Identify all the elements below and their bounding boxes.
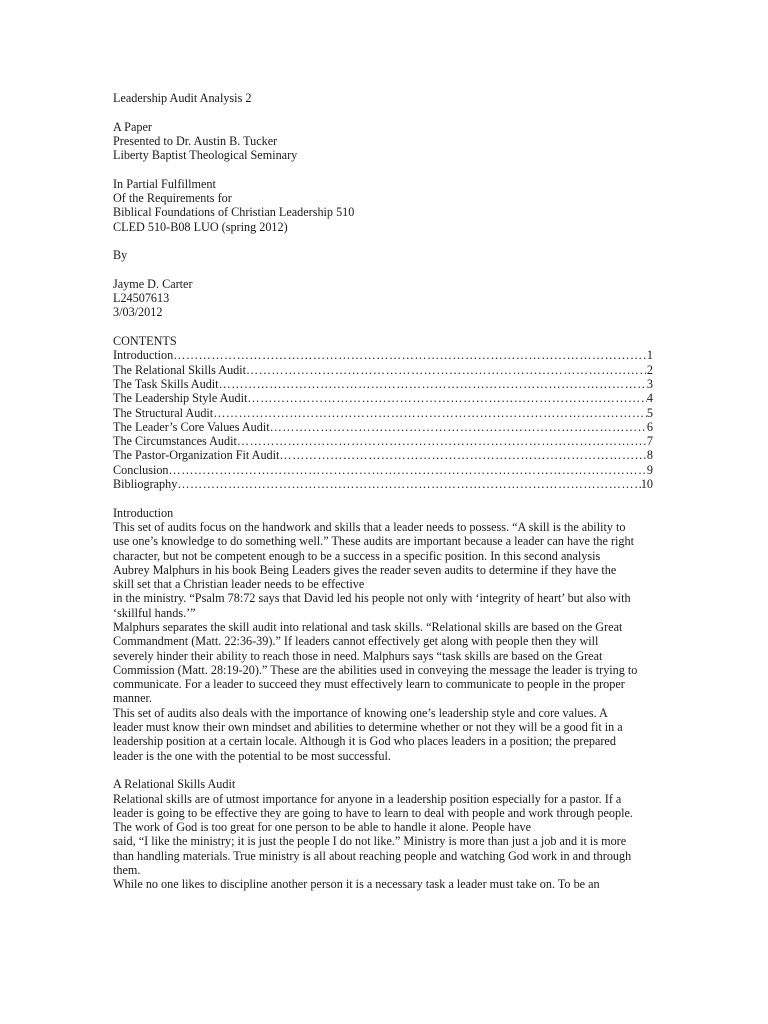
toc-leader-dots: [219, 377, 647, 391]
toc-leader-dots: [173, 348, 647, 362]
toc-item: The Leader’s Core Values Audit ……………………………………………………………………………………………………………………………………………………… 6: [113, 420, 653, 434]
toc-item: Introduction ……………………………………………………………………………………………………………………………………………………… 1: [113, 348, 653, 362]
toc-item: Conclusion ……………………………………………………………………………………………………………………………………………………… 9: [113, 463, 653, 477]
fulfillment-line: Biblical Foundations of Christian Leadership 510: [113, 205, 355, 220]
relational-paragraph: While no one likes to discipline another person it is a necessary task a leader must take on. To be an: [113, 877, 600, 892]
fulfillment-line: CLED 510-B08 LUO (spring 2012): [113, 219, 288, 234]
fulfillment-line: In Partial Fulfillment: [113, 176, 216, 191]
toc-leader-dots: [247, 391, 647, 405]
by-line: By: [113, 248, 128, 263]
relational-heading: A Relational Skills Audit: [113, 777, 236, 792]
toc-item: The Pastor-Organization Fit Audit ……………………………………………………………………………………………………………………………………………………… 8: [113, 448, 653, 462]
author-id: L24507613: [113, 291, 170, 306]
toc-leader-dots: [169, 463, 647, 477]
toc-leader-dots: [279, 448, 646, 462]
toc-item: The Circumstances Audit ……………………………………………………………………………………………………………………………………………………… 7: [113, 434, 653, 448]
toc-item: The Structural Audit ……………………………………………………………………………………………………………………………………………………… 5: [113, 406, 653, 420]
toc-leader-dots: [237, 434, 647, 448]
introduction-heading: Introduction: [113, 505, 174, 520]
document-page: [113, 91, 653, 892]
toc-item: The Leadership Style Audit ……………………………………………………………………………………………………………………………………………………… 4: [113, 391, 653, 405]
author-date: 3/03/2012: [113, 305, 163, 320]
paper-line: A Paper: [113, 119, 152, 134]
introduction-paragraph: This set of audits focus on the handwork and skills that a leader needs to possess. “A skill is the ability to use one’s knowledge to do something well.” These audits are important because a leader can have the right character, but not be competent enough to be a success in a specific position. In this second analysis Aubrey Malphurs in his book Being Leaders gives the reader seven audits to determine if they have the skill set that a Christian leader needs to be effective in the ministry. “Psalm 78:72 says that David led his people not only with ‘integrity of heart’ but also with ‘skillful hands.’”: [113, 519, 634, 620]
paper-line: Presented to Dr. Austin B. Tucker: [113, 133, 278, 148]
toc-leader-dots: [246, 363, 647, 377]
introduction-paragraph: This set of audits also deals with the importance of knowing one’s leadership style and core values. A leader must know their own mindset and abilities to determine whether or not they will be a good fit in a leadership position at a certain locale. Although it is God who places leaders in a position; the prepared leader is the one with the potential to be most successful.: [113, 705, 623, 763]
toc-item: The Relational Skills Audit ……………………………………………………………………………………………………………………………………………………… 2: [113, 363, 653, 377]
toc-leader-dots: [270, 420, 647, 434]
fulfillment-line: Of the Requirements for: [113, 191, 232, 206]
toc-leader-dots: [213, 406, 647, 420]
toc-item: Bibliography ……………………………………………………………………………………………………………………………………………………… 10: [113, 477, 653, 491]
document-title: Leadership Audit Analysis 2: [113, 91, 252, 105]
author-name: Jayme D. Carter: [113, 276, 193, 291]
introduction-paragraph: Malphurs separates the skill audit into relational and task skills. “Relational skills are based on the Great Commandment (Matt. 22:36-39).” If leaders cannot effectively get along with people then they will severely hinder their ability to reach those in need. Malphurs says “task skills are based on the Great Commission (Matt. 28:19-20).” These are the abilities used in conveying the message the leader is trying to communicate. For a leader to succeed they must effectively learn to communicate to people in the proper manner.: [113, 619, 638, 706]
contents-heading: CONTENTS: [113, 334, 177, 349]
toc-item: The Task Skills Audit ……………………………………………………………………………………………………………………………………………………… 3: [113, 377, 653, 391]
relational-paragraph: Relational skills are of utmost importance for anyone in a leadership position especially for a pastor. If a leader is going to be effective they are going to have to learn to deal with people and work through people. The work of God is too great for one person to be able to handle it alone. People have said, “I like the ministry; it is just the people I do not like.” Ministry is more than just a job and it is more than handling materials. True ministry is all about reaching people and watching God work in and through them.: [113, 791, 633, 878]
toc-leader-dots: [177, 477, 640, 491]
paper-line: Liberty Baptist Theological Seminary: [113, 148, 298, 163]
table-of-contents: [113, 348, 653, 491]
